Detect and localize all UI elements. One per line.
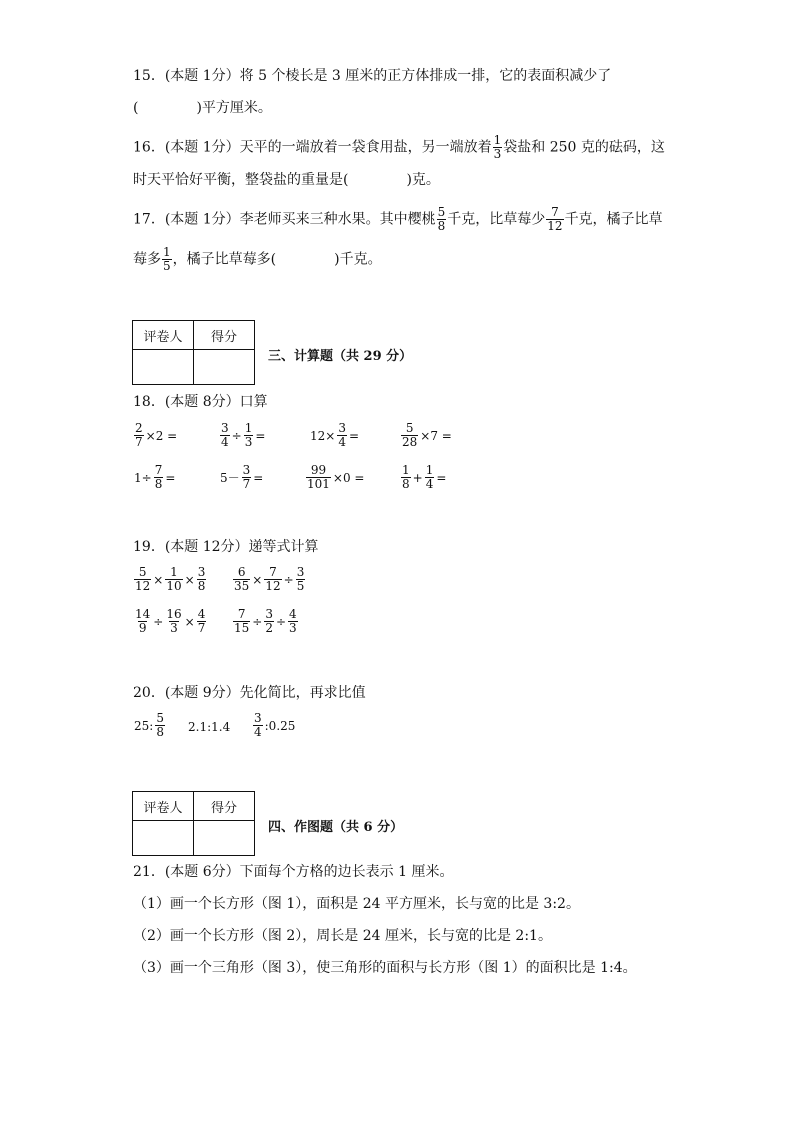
oral-item-6: 5－ $\frac{3}{7}$ = xyxy=(220,463,264,491)
q21-part2: （2）画一个长方形（图 2），周长是 24 厘米，长与宽的比是 2:1。 xyxy=(133,928,552,944)
q16-text-a: 16．(本题 1分）天平的一端放着一袋食用盐，另一端放着 xyxy=(133,139,492,156)
q16-text-b: 袋盐和 250 克的砝码，这 xyxy=(503,139,665,156)
grader-label: 评卷人 xyxy=(133,792,194,821)
calc-expr-1: $\frac{5}{12}$ × $\frac{1}{10}$ × $\frac{3}{8}$ xyxy=(135,565,206,593)
ratio-3: $\frac{3}{4}$ :0.25 xyxy=(254,711,296,739)
score-table xyxy=(132,791,255,856)
q21-part3: （3）画一个三角形（图 3），使三角形的面积与长方形（图 1）的面积比是 1:4。 xyxy=(133,960,637,976)
q15-unit: )平方厘米。 xyxy=(196,100,272,116)
section-title: 三、计算题（共 29 分） xyxy=(268,349,413,364)
q20-heading: 20．(本题 9分）先化简比，再求比值 xyxy=(133,685,366,701)
calc-expr-3: $\frac{14}{9}$ ÷ $\frac{16}{3}$ × $\frac{4}{7}$ xyxy=(135,607,206,635)
oral-item-8: $\frac{1}{8}$ + $\frac{1}{4}$ = xyxy=(402,463,447,491)
grader-label: 评卷人 xyxy=(133,321,194,350)
q16-unit: )克。 xyxy=(406,172,440,188)
q19-heading: 19．(本题 12分）递等式计算 xyxy=(133,539,319,555)
q17-text-e: ，橘子比草莓多( xyxy=(172,251,277,268)
oral-item-3: 12× $\frac{3}{4}$ = xyxy=(310,421,360,449)
score-cell[interactable] xyxy=(194,821,255,856)
q17-text-c: 千克，橘子比草 xyxy=(564,211,663,228)
score-label: 得分 xyxy=(194,792,255,821)
q17-text-a: 17．(本题 1分）李老师买来三种水果。其中樱桃 xyxy=(133,211,436,228)
q16-text-c: 时天平恰好平衡，整袋盐的重量是( xyxy=(133,172,349,188)
answer-blank-open: ( xyxy=(133,100,139,116)
section-title: 四、作图题（共 6 分） xyxy=(268,820,404,835)
grader-cell[interactable] xyxy=(133,350,194,385)
score-cell[interactable] xyxy=(194,350,255,385)
grader-cell[interactable] xyxy=(133,821,194,856)
ratio-1: 25: $\frac{5}{8}$ xyxy=(134,711,164,739)
calc-expr-2: $\frac{6}{35}$ × $\frac{7}{12}$ ÷ $\frac{3}{5}$ xyxy=(234,565,305,593)
ratio-2: 2.1:1.4 xyxy=(188,720,231,734)
q18-heading: 18．(本题 8分）口算 xyxy=(133,394,268,410)
q15-line1: 15．(本题 1分）将 5 个棱长是 3 厘米的正方体排成一排，它的表面积减少了 xyxy=(133,68,612,84)
calc-expr-4: $\frac{7}{15}$ ÷ $\frac{3}{2}$ ÷ $\frac{4}{3}$ xyxy=(234,607,297,635)
fraction: $\frac{5}{8}$ xyxy=(437,205,446,233)
fraction: $\frac{1}{3}$ xyxy=(493,133,502,161)
q17-text-d: 莓多 xyxy=(133,251,161,268)
q17-text-b: 千克，比草莓少 xyxy=(447,211,546,228)
q17-line1 xyxy=(133,206,663,233)
score-label: 得分 xyxy=(194,321,255,350)
q16-line1 xyxy=(133,134,665,161)
score-table xyxy=(132,320,255,385)
q21-heading: 21．(本题 6分）下面每个方格的边长表示 1 厘米。 xyxy=(133,864,454,880)
oral-item-7: $\frac{99}{101}$ ×0 = xyxy=(307,463,365,491)
oral-item-4: $\frac{5}{28}$ ×7 = xyxy=(402,421,452,449)
q21-part1: （1）画一个长方形（图 1），面积是 24 平方厘米，长与宽的比是 3:2。 xyxy=(133,896,580,912)
fraction: $\frac{7}{12}$ xyxy=(547,205,563,233)
q17-line2 xyxy=(133,246,382,273)
q16-line2 xyxy=(133,170,440,190)
oral-item-2: $\frac{3}{4}$ ÷ $\frac{1}{3}$ = xyxy=(221,421,266,449)
oral-item-5: 1÷ $\frac{7}{8}$ = xyxy=(134,463,176,491)
oral-item-1: $\frac{2}{7}$ ×2 = xyxy=(135,421,178,449)
q17-unit: )千克。 xyxy=(334,251,382,268)
fraction: $\frac{1}{5}$ xyxy=(163,245,171,273)
q15-line2 xyxy=(133,98,272,118)
